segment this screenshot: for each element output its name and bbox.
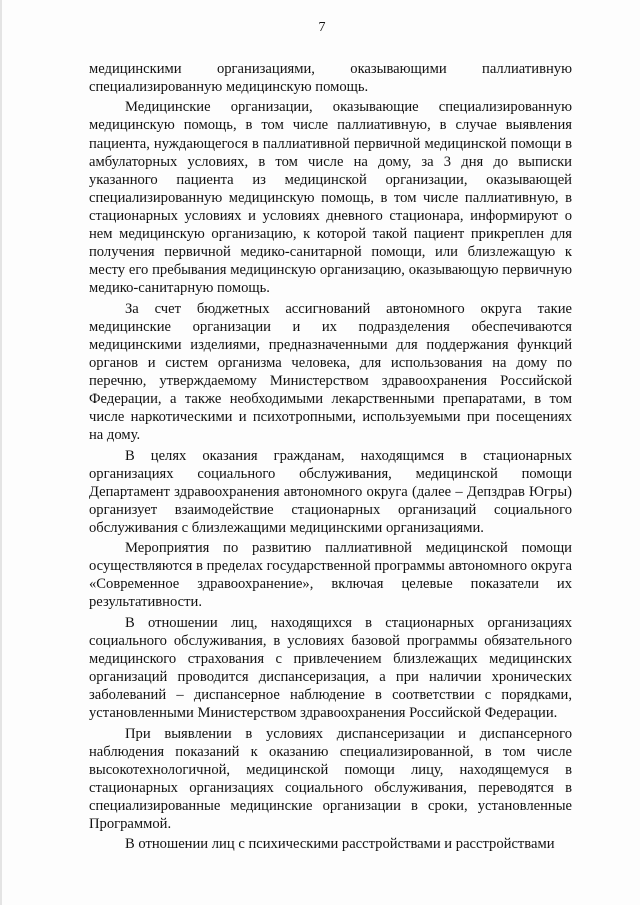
paragraph-1: медицинскими организациями, оказывающими паллиативную специализированную медицинскую помощь. — [89, 61, 572, 96]
paragraph-7: При выявлении в условиях диспансеризации и диспансерного наблюдения показаний к оказанию специализированной, в том числе высокотехнологичной, медицинской помощи лицу, находящемуся в стационарных организациях социального обслуживания, переводятся в специализированные медицинские организации в сроки, установленные Программой. — [89, 725, 572, 832]
page-number: 7 — [318, 20, 326, 35]
document-body — [89, 60, 572, 853]
paragraph-5: Мероприятия по развитию паллиативной медицинской помощи осуществляются в пределах государственной программы автономного округа «Современное здравоохранение», включая целевые показатели их результативности. — [89, 540, 572, 611]
paragraph-3: За счет бюджетных ассигнований автономного округа такие медицинские организации и их подразделения обеспечиваются медицинскими изделиями, предназначенными для поддержания функций органов и систем организма человека, для использования на дому по перечню, утверждаемому Министерством здравоохранения Российской Федерации, а также необходимыми лекарственными препаратами, в том числе наркотическими и психотропными, используемыми при посещениях на дому. — [89, 300, 572, 444]
paragraph-2: Медицинские организации, оказывающие специализированную медицинскую помощь, в том числе паллиативную, в случае выявления пациента, нуждающегося в паллиативной первичной медицинской помощи в амбулаторных условиях, в том числе на дому, за 3 дня до выписки указанного пациента из медицинской организации, оказывающей специализированную медицинскую помощь, в том числе паллиативную, в стационарных условиях и условиях дневного стационара, информируют о нем медицинскую организацию, к которой такой пациент прикреплен для получения первичной медико-санитарной помощи, или близлежащую к месту его пребывания медицинскую организацию, оказывающую первичную медико-санитарную помощь. — [89, 99, 572, 297]
paragraph-8: В отношении лиц с психическими расстройствами и расстройствами — [125, 836, 555, 853]
paragraph-4: В целях оказания гражданам, находящимся в стационарных организациях социального обслуживания, медицинской помощи Департамент здравоохранения автономного округа (далее – Депздрав Югры) организует взаимодействие стационарных организаций социального обслуживания с близлежащими медицинскими организациями. — [89, 447, 572, 536]
paragraph-6: В отношении лиц, находящихся в стационарных организациях социального обслуживания, в условиях базовой программы обязательного медицинского страхования с привлечением близлежащих медицинских организаций проводится диспансеризация, а при наличии хронических заболеваний – диспансерное наблюдение в соответствии с порядками, установленными Министерством здравоохранения Российской Федерации. — [89, 614, 572, 722]
